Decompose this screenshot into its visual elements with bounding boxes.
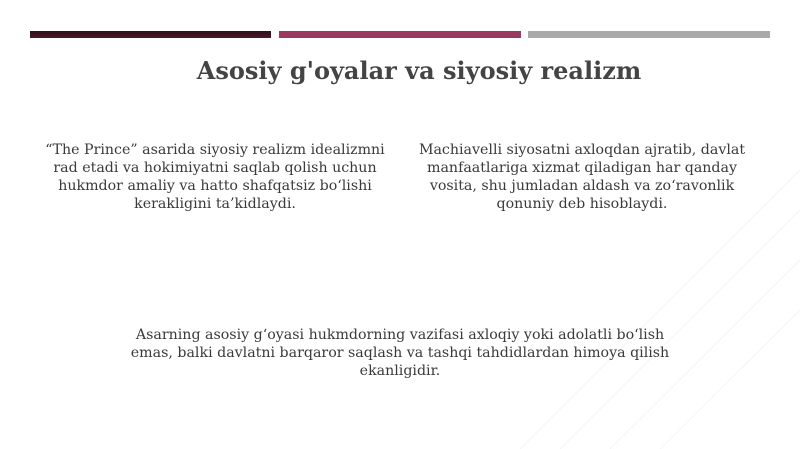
paragraph-left: “The Prince” asarida siyosiy realizm idealizmni rad etadi va hokimiyatni saqlab qolish uchun hukmdor amaliy va hatto shafqatsiz bo‘lishi kerakligini ta’kidlaydi. xyxy=(45,142,385,212)
accent-bar-gray xyxy=(528,31,770,38)
accent-bar-magenta xyxy=(279,31,521,38)
paragraph-bottom: Asarning asosiy g‘oyasi hukmdorning vazifasi axloqiy yoki adolatli bo‘lish emas, balki davlatni barqaror saqlash va tashqi tahdidlardan himoya qilish ekanligidir. xyxy=(130,327,670,379)
paragraph-right: Machiavelli siyosatni axloqdan ajratib, davlat manfaatlariga xizmat qiladigan har qanday vosita, shu jumladan aldash va zo‘ravonlik qonuniy deb hisoblaydi. xyxy=(418,142,746,212)
slide-title: Asosiy g'oyalar va siyosiy realizm xyxy=(196,56,642,85)
accent-bar-dark xyxy=(30,31,271,38)
